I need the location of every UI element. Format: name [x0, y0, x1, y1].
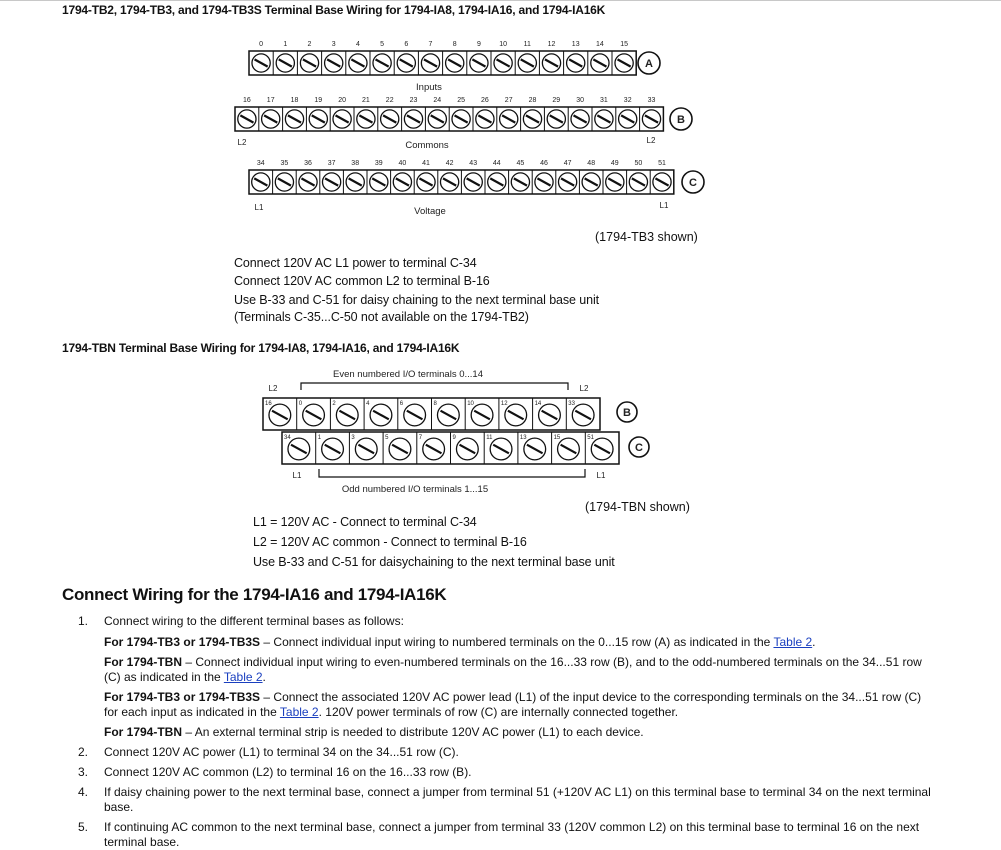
row-b-terminal: [619, 97, 637, 128]
row-b-terminal: [262, 97, 280, 128]
row-c-terminal: [393, 160, 411, 191]
row-c-terminal: [464, 160, 482, 191]
row-b-terminal: [642, 97, 660, 128]
row-a-terminal: [567, 41, 585, 72]
tbn-row-b-terminal-number: 8: [433, 401, 437, 407]
row-c-right-label: L1: [659, 201, 669, 210]
tbn-note-1: L1 = 120V AC - Connect to terminal C-34: [253, 515, 477, 529]
row-c-terminal-number: 38: [351, 160, 360, 167]
row-b-terminal: [404, 97, 422, 128]
row-a-terminal: [300, 41, 318, 72]
tbn-row-c-terminals: [282, 432, 619, 464]
row-b-terminal-number: 20: [338, 97, 346, 104]
row-c-terminal-number: 44: [492, 160, 501, 167]
step-4: 4. If daisy chaining power to the next terminal base, connect a jumper from terminal 51 (+120V AC L1) on this terminal base to terminal 34 on the next terminal base.: [78, 785, 931, 814]
row-c-terminal: [370, 160, 388, 191]
tbn-row-c-terminal-number: 11: [486, 435, 493, 441]
connect-steps: [78, 614, 938, 850]
row-a-terminal: [276, 41, 294, 72]
tbn-row-b-terminal-number: 0: [298, 401, 303, 407]
tbn-note-3: Use B-33 and C-51 for daisychaining to the next terminal base unit: [253, 555, 615, 569]
row-c-terminal-number: 48: [587, 160, 596, 167]
row-c-terminal: [346, 160, 364, 191]
tbn-note-2: L2 = 120V AC common - Connect to terminal B-16: [253, 535, 527, 549]
row-c-terminal-number: 42: [445, 160, 454, 167]
step-3: 3. Connect 120V AC common (L2) to terminal 16 on the 16...33 row (B).: [78, 765, 472, 779]
row-b-terminal-number: 18: [290, 97, 299, 104]
tbn-row-b-terminal-number: 12: [500, 401, 508, 407]
row-c-terminal-number: 36: [304, 160, 312, 167]
row-c-terminal: [417, 160, 435, 191]
row-b-terminal-number: 33: [647, 97, 656, 104]
row-b-terminal-number: 27: [504, 97, 513, 104]
row-a-terminal: [446, 41, 464, 72]
row-a-terminal: [349, 41, 367, 72]
row-c-terminal: [653, 160, 671, 191]
row-c-terminal-number: 46: [540, 160, 548, 167]
row-c-terminal: [252, 160, 270, 191]
row-c-terminal: [511, 160, 529, 191]
row-a-terminal: [542, 41, 560, 72]
row-a-terminal-number: 4: [355, 41, 360, 48]
inputs-caption: Inputs: [416, 82, 442, 93]
tbn-row-c-terminal-number: 13: [519, 435, 527, 441]
table-2-link[interactable]: Table 2: [773, 635, 813, 649]
row-b-terminal: [428, 97, 446, 128]
row-c-terminal-number: 47: [563, 160, 572, 167]
odd-terminals-caption: Odd numbered I/O terminals 1...15: [341, 484, 489, 495]
tbn-shown-note: (1794-TBN shown): [585, 500, 690, 514]
row-b-terminal-number: 24: [433, 97, 442, 104]
row-a-terminal-number: 6: [404, 41, 409, 48]
tbn-wiring-heading: 1794-TBN Terminal Base Wiring for 1794-IA8, 1794-IA16, and 1794-IA16K: [62, 341, 460, 355]
row-a-terminal-number: 3: [331, 41, 336, 48]
tbn-row-b-terminal-number: 33: [568, 401, 575, 407]
commons-caption: Commons: [405, 140, 449, 151]
row-b-terminal: [238, 97, 256, 128]
row-a-terminal-number: 8: [452, 41, 457, 48]
row-b-terminal-number: 32: [623, 97, 632, 104]
tbn-row-c-terminal-number: 51: [587, 435, 594, 441]
row-a-terminal: [470, 41, 488, 72]
tbn-row-b-label-circle: [617, 402, 637, 422]
row-a-terminal: [518, 41, 536, 72]
row-c-terminal: [488, 160, 506, 191]
row-c-terminal: [535, 160, 553, 191]
row-c-terminal: [629, 160, 647, 191]
row-b-terminal-number: 30: [576, 97, 584, 104]
row-b-terminal: [309, 97, 327, 128]
row-b-terminal: [476, 97, 494, 128]
tbn-bottom-right-label: L1: [596, 471, 606, 480]
tb3-note-4: (Terminals C-35...C-50 not available on the 1794-TB2): [234, 310, 529, 324]
row-b-label-circle: [670, 108, 692, 130]
tbn-row-c-terminal-number: 15: [553, 435, 561, 441]
step-number: 1.: [78, 614, 89, 628]
tbn-row-c-terminal-number: 34: [284, 435, 291, 441]
tb3-shown-note: (1794-TB3 shown): [595, 230, 698, 244]
sub-item-tbn-power: For 1794-TBN – An external terminal strip is needed to distribute 120V AC power (L1) to each device.: [104, 725, 644, 739]
step-text: Connect wiring to the different terminal bases as follows:: [104, 614, 404, 628]
step-5: 5. If continuing AC common to the next terminal base, connect a jumper from terminal 33 (120V common L2) on this terminal base to terminal 16 on the next terminal base.: [78, 820, 920, 849]
row-b-terminal-number: 21: [362, 97, 370, 104]
row-b-terminal-number: 28: [528, 97, 537, 104]
row-b-terminal: [452, 97, 470, 128]
sub-item-tb3-power: For 1794-TB3 or 1794-TB3S – Connect the associated 120V AC power lead (L1) of the input device to the corresponding terminals on the 34...51 row (C) for each input as indicated in the Table 2. 120V power terminals of row (C) are internally connected together.: [104, 690, 922, 719]
row-b-terminal: [333, 97, 351, 128]
row-a-terminal-number: 12: [547, 41, 556, 48]
tb3-note-2: Connect 120V AC common L2 to terminal B-16: [234, 274, 490, 288]
row-a-terminal-number: 0: [259, 41, 264, 48]
row-a-terminal-number: 14: [596, 41, 604, 48]
row-c-terminal-number: 41: [422, 160, 430, 167]
row-a-terminal-number: 2: [307, 41, 312, 48]
row-a-terminal: [421, 41, 439, 72]
row-a-terminal-number: 5: [380, 41, 385, 48]
tbn-row-c-terminal-number: 9: [452, 435, 456, 441]
row-a-terminal-number: 9: [476, 41, 481, 48]
tbn-bottom-left-label: L1: [292, 471, 302, 480]
row-c-terminal-number: 37: [327, 160, 336, 167]
connect-wiring-heading: Connect Wiring for the 1794-IA16 and 1794-IA16K: [62, 585, 447, 604]
svg-text:B: B: [623, 407, 631, 419]
row-a-terminal-number: 7: [428, 41, 433, 48]
row-a-terminals: [249, 41, 636, 75]
row-a-terminal: [494, 41, 512, 72]
svg-text:B: B: [677, 114, 685, 126]
row-a-terminal-number: 13: [571, 41, 580, 48]
sub-item-tbn-inputs: For 1794-TBN – Connect individual input wiring to even-numbered terminals on the 16...33 row (B), and to the odd-numbered terminals on the 34...51 row (C) as indicated in the Table 2.: [104, 655, 922, 684]
row-c-terminal-number: 49: [610, 160, 619, 167]
tbn-row-b-terminal-number: 14: [534, 401, 542, 407]
tb3-wiring-diagram: [0, 0, 1001, 250]
row-c-terminal: [275, 160, 293, 191]
row-a-terminal-number: 10: [499, 41, 507, 48]
row-b-terminal-number: 17: [266, 97, 275, 104]
table-2-link[interactable]: Table 2: [223, 670, 263, 684]
row-b-terminal-number: 19: [314, 97, 323, 104]
row-a-terminal: [397, 41, 415, 72]
row-b-terminal-number: 22: [385, 97, 394, 104]
row-c-terminal: [299, 160, 317, 191]
row-b-terminal: [357, 97, 375, 128]
row-c-left-label: L1: [254, 203, 264, 212]
row-b-terminal-number: 25: [457, 97, 465, 104]
row-a-terminal: [615, 41, 633, 72]
row-b-left-label: L2: [237, 138, 247, 147]
tbn-row-b-terminal-number: 16: [265, 401, 272, 407]
row-b-terminal: [381, 97, 399, 128]
tbn-row-c-terminal-number: 7: [418, 435, 423, 441]
row-b-terminal: [571, 97, 589, 128]
row-a-terminal-number: 1: [283, 41, 288, 48]
row-b-terminals: [235, 97, 663, 131]
tb3-note-3: Use B-33 and C-51 for daisy chaining to the next terminal base unit: [234, 293, 600, 307]
row-c-terminal-number: 50: [634, 160, 643, 167]
svg-text:A: A: [645, 58, 653, 70]
tbn-top-right-label: L2: [579, 384, 589, 393]
tb3-wiring-heading: 1794-TB2, 1794-TB3, and 1794-TB3S Terminal Base Wiring for 1794-IA8, 1794-IA16, and 1794-IA16K: [62, 3, 606, 17]
row-c-terminal-number: 51: [658, 160, 666, 167]
tbn-row-c-terminal-number: 5: [385, 435, 389, 441]
row-b-right-label: L2: [646, 136, 656, 145]
row-b-terminal: [523, 97, 541, 128]
step-1: [78, 614, 938, 740]
row-c-terminal-number: 45: [516, 160, 525, 167]
tbn-row-b-terminal-number: 10: [467, 401, 474, 407]
row-c-terminals: [249, 160, 674, 194]
row-c-terminal: [558, 160, 576, 191]
tb3-note-1: Connect 120V AC L1 power to terminal C-34: [234, 256, 477, 270]
row-b-terminal-number: 16: [243, 97, 251, 104]
row-c-terminal: [606, 160, 624, 191]
row-a-label-circle: [638, 52, 660, 74]
row-a-terminal: [325, 41, 343, 72]
row-b-terminal-number: 26: [481, 97, 489, 104]
tbn-row-b-terminal-number: 2: [332, 401, 336, 407]
row-b-terminal: [595, 97, 613, 128]
tbn-row-c-terminal-number: 3: [351, 435, 355, 441]
row-b-terminal: [500, 97, 518, 128]
row-c-terminal-number: 35: [280, 160, 289, 167]
row-a-terminal-number: 15: [620, 41, 628, 48]
row-c-terminal: [322, 160, 340, 191]
row-c-terminal-number: 40: [398, 160, 407, 167]
row-b-terminal: [285, 97, 303, 128]
step-2: 2. Connect 120V AC power (L1) to terminal 34 on the 34...51 row (C).: [78, 745, 459, 759]
row-c-terminal: [582, 160, 600, 191]
row-a-terminal: [373, 41, 391, 72]
row-b-terminal-number: 23: [409, 97, 418, 104]
row-c-label-circle: [682, 171, 704, 193]
tbn-row-b-terminal-number: 4: [366, 401, 370, 407]
table-2-link[interactable]: Table 2: [279, 705, 319, 719]
tbn-wiring-diagram: [0, 360, 1001, 500]
row-b-terminal-number: 31: [600, 97, 608, 104]
tbn-row-b-terminals: [263, 398, 600, 430]
even-terminals-caption: Even numbered I/O terminals 0...14: [333, 369, 483, 380]
tbn-row-c-terminal-number: 1: [317, 435, 322, 441]
row-c-terminal-number: 39: [374, 160, 383, 167]
tbn-top-left-label: L2: [268, 384, 278, 393]
svg-text:C: C: [635, 442, 643, 454]
voltage-caption: Voltage: [414, 206, 446, 217]
tbn-row-c-label-circle: [629, 437, 649, 457]
row-c-terminal: [440, 160, 458, 191]
row-b-terminal: [547, 97, 565, 128]
sub-item-tb3-inputs: For 1794-TB3 or 1794-TB3S – Connect individual input wiring to numbered terminals on the 0...15 row (A) as indicated in the Table 2.: [104, 635, 816, 649]
row-b-terminal-number: 29: [552, 97, 561, 104]
row-a-terminal: [591, 41, 609, 72]
tbn-row-b-terminal-number: 6: [399, 401, 404, 407]
row-c-terminal-number: 34: [256, 160, 265, 167]
row-a-terminal-number: 11: [523, 41, 531, 48]
row-c-terminal-number: 43: [469, 160, 478, 167]
svg-text:C: C: [689, 177, 697, 189]
row-a-terminal: [252, 41, 270, 72]
